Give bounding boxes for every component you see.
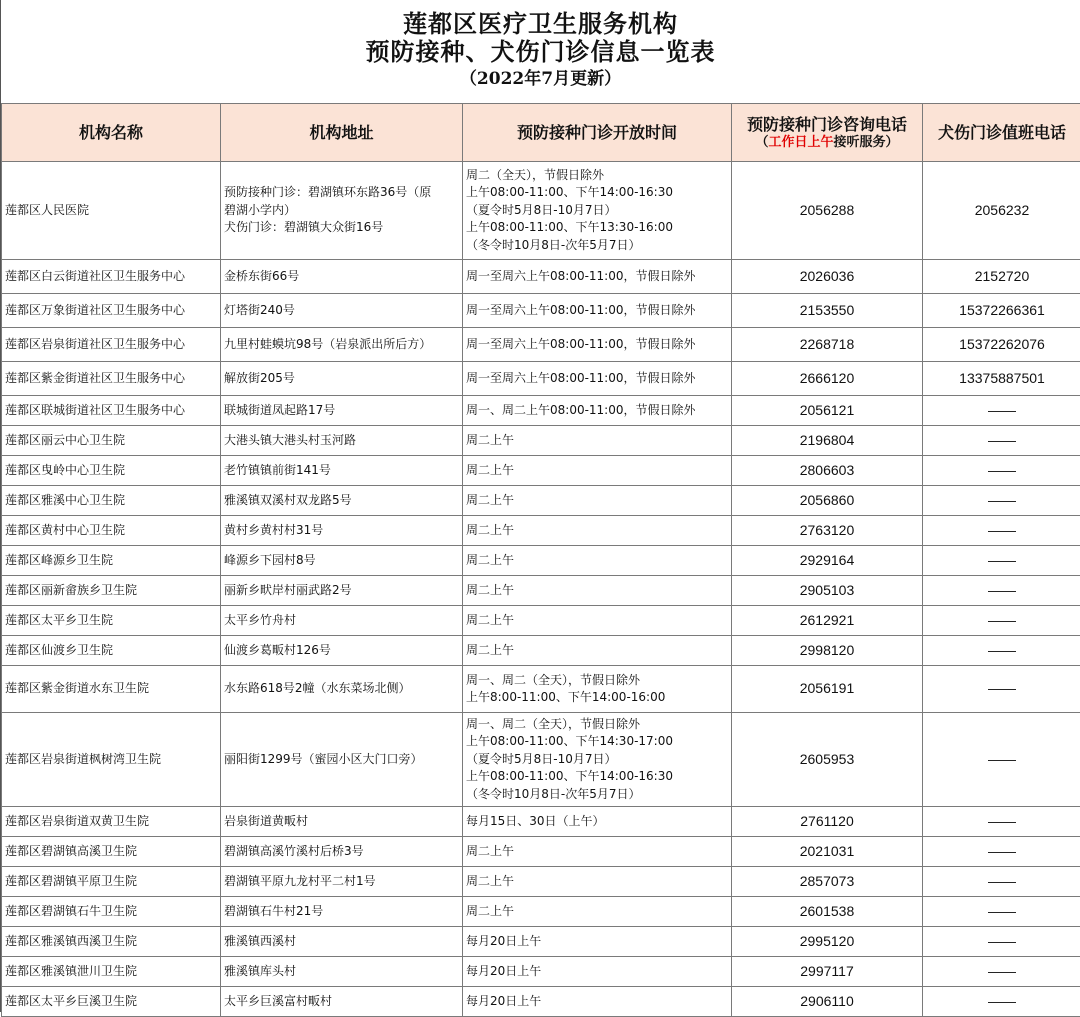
institution-address (221, 897, 463, 927)
dog-bite-phone: 15372266361 (923, 294, 1080, 328)
table-row (2, 456, 1080, 486)
vaccination-phone: 2056191 (732, 666, 923, 713)
institution-name: 莲都区黄村中心卫生院 (2, 516, 221, 546)
institution-address (221, 713, 463, 807)
address-line: 丽新乡畎岸村丽武路2号 (224, 582, 459, 600)
hours-line: 周二（全天），节假日除外 (466, 167, 728, 185)
institution-address (221, 260, 463, 294)
hours-line: （夏令时5月8日-10月7日） (466, 202, 728, 220)
hours-line: 周二上午 (466, 492, 728, 510)
vaccination-phone: 2196804 (732, 426, 923, 456)
vaccination-hours (463, 837, 732, 867)
dog-bite-phone: 2056232 (923, 162, 1080, 260)
vaccination-hours (463, 260, 732, 294)
institution-name: 莲都区雅溪镇泄川卫生院 (2, 957, 221, 987)
vaccination-hours (463, 927, 732, 957)
vaccination-hours (463, 516, 732, 546)
hours-line: 周一、周二上午08:00-11:00，节假日除外 (466, 402, 728, 420)
table-row (2, 957, 1080, 987)
hours-line: 上午08:00-11:00、下午14:00-16:30 (466, 768, 728, 786)
hours-line: 周一至周六上午08:00-11:00，节假日除外 (466, 370, 728, 388)
hours-line: 周二上午 (466, 462, 728, 480)
institution-name: 莲都区岩泉街道社区卫生服务中心 (2, 328, 221, 362)
vaccination-hours (463, 486, 732, 516)
institution-address (221, 328, 463, 362)
address-line: 雅溪镇西溪村 (224, 933, 459, 951)
vaccination-phone: 2268718 (732, 328, 923, 362)
institution-address (221, 606, 463, 636)
hours-line: 周二上午 (466, 903, 728, 921)
institution-address (221, 636, 463, 666)
table-row (2, 426, 1080, 456)
institution-address (221, 666, 463, 713)
hours-line: 上午8:00-11:00、下午14:00-16:00 (466, 689, 728, 707)
vaccination-hours (463, 987, 732, 1017)
header-name: 机构名称 (2, 104, 221, 162)
address-line: 雅溪镇库头村 (224, 963, 459, 981)
institution-name: 莲都区紫金街道社区卫生服务中心 (2, 362, 221, 396)
hours-line: 周二上午 (466, 582, 728, 600)
dog-bite-phone: —— (923, 606, 1080, 636)
institution-name: 莲都区人民医院 (2, 162, 221, 260)
hours-line: 周二上午 (466, 522, 728, 540)
dog-bite-phone: —— (923, 837, 1080, 867)
institution-address (221, 927, 463, 957)
hours-line: 每月20日上午 (466, 933, 728, 951)
dog-bite-phone: —— (923, 713, 1080, 807)
institution-name: 莲都区太平乡卫生院 (2, 606, 221, 636)
hours-line: 上午08:00-11:00、下午13:30-16:00 (466, 219, 728, 237)
vaccination-phone: 2761120 (732, 807, 923, 837)
institution-address (221, 362, 463, 396)
header-phone-note-red: 工作日上午 (768, 135, 833, 150)
table-row (2, 807, 1080, 837)
table-row (2, 546, 1080, 576)
dog-bite-phone: —— (923, 636, 1080, 666)
vaccination-hours (463, 456, 732, 486)
address-line: 犬伤门诊：碧湖镇大众街16号 (224, 219, 459, 237)
vaccination-phone: 2056121 (732, 396, 923, 426)
institution-address (221, 396, 463, 426)
header-phone-note-open: （ (755, 135, 768, 150)
hours-line: 每月15日、30日（上午） (466, 813, 728, 831)
hours-line: 每月20日上午 (466, 993, 728, 1011)
hours-line: 周一、周二（全天），节假日除外 (466, 716, 728, 734)
title-line-2: 预防接种、犬伤门诊信息一览表 (1, 38, 1080, 66)
vaccination-hours (463, 666, 732, 713)
institution-name: 莲都区雅溪中心卫生院 (2, 486, 221, 516)
institution-name: 莲都区岩泉街道双黄卫生院 (2, 807, 221, 837)
table-row (2, 666, 1080, 713)
institution-name: 莲都区万象街道社区卫生服务中心 (2, 294, 221, 328)
institution-address (221, 456, 463, 486)
vaccination-hours (463, 546, 732, 576)
address-line: 岩泉街道黄畈村 (224, 813, 459, 831)
institution-name: 莲都区峰源乡卫生院 (2, 546, 221, 576)
dog-bite-phone: —— (923, 957, 1080, 987)
dog-bite-phone: —— (923, 516, 1080, 546)
dog-bite-phone: 2152720 (923, 260, 1080, 294)
table-row (2, 713, 1080, 807)
institution-address (221, 546, 463, 576)
header-dog-bite: 犬伤门诊值班电话 (923, 104, 1080, 162)
table-row (2, 486, 1080, 516)
address-line: 雅溪镇双溪村双龙路5号 (224, 492, 459, 510)
dog-bite-phone: —— (923, 897, 1080, 927)
address-line: 预防接种门诊：碧湖镇环东路36号（原 (224, 184, 459, 202)
vaccination-hours (463, 713, 732, 807)
hours-line: 周一至周六上午08:00-11:00，节假日除外 (466, 336, 728, 354)
vaccination-phone: 2153550 (732, 294, 923, 328)
dog-bite-phone: —— (923, 987, 1080, 1017)
table-row (2, 576, 1080, 606)
table-row (2, 636, 1080, 666)
table-row (2, 362, 1080, 396)
address-line: 仙渡乡葛畈村126号 (224, 642, 459, 660)
vaccination-phone: 2995120 (732, 927, 923, 957)
clinic-table (1, 103, 1080, 1017)
address-line: 太平乡竹舟村 (224, 612, 459, 630)
dog-bite-phone: —— (923, 576, 1080, 606)
vaccination-phone: 2021031 (732, 837, 923, 867)
vaccination-phone: 2666120 (732, 362, 923, 396)
table-row (2, 294, 1080, 328)
hours-line: 周二上午 (466, 612, 728, 630)
vaccination-hours (463, 636, 732, 666)
vaccination-hours (463, 396, 732, 426)
institution-address (221, 162, 463, 260)
vaccination-phone: 2906110 (732, 987, 923, 1017)
institution-address (221, 426, 463, 456)
table-row (2, 396, 1080, 426)
table-row (2, 516, 1080, 546)
hours-line: 周一、周二（全天），节假日除外 (466, 672, 728, 690)
vaccination-hours (463, 426, 732, 456)
header-phone-note (735, 135, 919, 151)
dog-bite-phone: —— (923, 486, 1080, 516)
table-row (2, 837, 1080, 867)
institution-address (221, 486, 463, 516)
header-address: 机构地址 (221, 104, 463, 162)
vaccination-phone: 2601538 (732, 897, 923, 927)
dog-bite-phone: —— (923, 807, 1080, 837)
hours-line: （冬令时10月8日-次年5月7日） (466, 237, 728, 255)
address-line: 碧湖镇石牛村21号 (224, 903, 459, 921)
table-row (2, 897, 1080, 927)
table-row (2, 927, 1080, 957)
header-phone (732, 104, 923, 162)
vaccination-phone: 2997117 (732, 957, 923, 987)
vaccination-hours (463, 576, 732, 606)
address-line: 灯塔街240号 (224, 302, 459, 320)
institution-name: 莲都区曳岭中心卫生院 (2, 456, 221, 486)
address-line: 碧湖小学内） (224, 202, 459, 220)
hours-line: 上午08:00-11:00、下午14:00-16:30 (466, 184, 728, 202)
table-row (2, 328, 1080, 362)
title-block (1, 0, 1080, 103)
hours-line: 周一至周六上午08:00-11:00，节假日除外 (466, 302, 728, 320)
institution-name: 莲都区丽新畲族乡卫生院 (2, 576, 221, 606)
header-phone-note-rest: 接听服务） (834, 135, 899, 150)
vaccination-hours (463, 328, 732, 362)
institution-name: 莲都区太平乡巨溪卫生院 (2, 987, 221, 1017)
institution-name: 莲都区白云街道社区卫生服务中心 (2, 260, 221, 294)
table-row (2, 606, 1080, 636)
address-line: 解放街205号 (224, 370, 459, 388)
institution-address (221, 516, 463, 546)
institution-address (221, 294, 463, 328)
header-row (2, 104, 1080, 162)
dog-bite-phone: 13375887501 (923, 362, 1080, 396)
institution-address (221, 576, 463, 606)
vaccination-phone: 2763120 (732, 516, 923, 546)
vaccination-hours (463, 897, 732, 927)
institution-address (221, 807, 463, 837)
hours-line: 上午08:00-11:00、下午14:30-17:00 (466, 733, 728, 751)
institution-name: 莲都区碧湖镇石牛卫生院 (2, 897, 221, 927)
institution-name: 莲都区紫金街道水东卫生院 (2, 666, 221, 713)
hours-line: （冬令时10月8日-次年5月7日） (466, 786, 728, 804)
institution-name: 莲都区碧湖镇平原卫生院 (2, 867, 221, 897)
address-line: 水东路618号2幢（水东菜场北侧） (224, 680, 459, 698)
vaccination-phone: 2026036 (732, 260, 923, 294)
dog-bite-phone: —— (923, 456, 1080, 486)
institution-name: 莲都区雅溪镇西溪卫生院 (2, 927, 221, 957)
hours-line: 周二上午 (466, 843, 728, 861)
vaccination-phone: 2056288 (732, 162, 923, 260)
header-phone-label: 预防接种门诊咨询电话 (747, 115, 907, 134)
vaccination-phone: 2929164 (732, 546, 923, 576)
institution-address (221, 957, 463, 987)
address-line: 九里村蛙蟆坑98号（岩泉派出所后方） (224, 336, 459, 354)
dog-bite-phone: —— (923, 927, 1080, 957)
vaccination-hours (463, 162, 732, 260)
address-line: 峰源乡下园村8号 (224, 552, 459, 570)
table-body (2, 162, 1080, 1017)
hours-line: 周二上午 (466, 552, 728, 570)
institution-name: 莲都区联城街道社区卫生服务中心 (2, 396, 221, 426)
address-line: 黄村乡黄村村31号 (224, 522, 459, 540)
header-hours: 预防接种门诊开放时间 (463, 104, 732, 162)
institution-address (221, 987, 463, 1017)
hours-line: （夏令时5月8日-10月7日） (466, 751, 728, 769)
dog-bite-phone: —— (923, 546, 1080, 576)
hours-line: 每月20日上午 (466, 963, 728, 981)
table-row (2, 987, 1080, 1017)
title-update-date: （2022年7月更新） (1, 66, 1080, 92)
dog-bite-phone: —— (923, 426, 1080, 456)
hours-line: 周二上午 (466, 873, 728, 891)
address-line: 联城街道凤起路17号 (224, 402, 459, 420)
institution-name: 莲都区岩泉街道枫树湾卫生院 (2, 713, 221, 807)
vaccination-phone: 2605953 (732, 713, 923, 807)
vaccination-hours (463, 867, 732, 897)
vaccination-hours (463, 294, 732, 328)
vaccination-phone: 2056860 (732, 486, 923, 516)
institution-name: 莲都区仙渡乡卫生院 (2, 636, 221, 666)
vaccination-hours (463, 606, 732, 636)
vaccination-hours (463, 807, 732, 837)
vaccination-phone: 2857073 (732, 867, 923, 897)
table-row (2, 867, 1080, 897)
address-line: 金桥东街66号 (224, 268, 459, 286)
address-line: 碧湖镇平原九龙村平二村1号 (224, 873, 459, 891)
table-row (2, 260, 1080, 294)
address-line: 碧湖镇高溪竹溪村后桥3号 (224, 843, 459, 861)
institution-address (221, 837, 463, 867)
hours-line: 周二上午 (466, 432, 728, 450)
table-row (2, 162, 1080, 260)
vaccination-phone: 2998120 (732, 636, 923, 666)
hours-line: 周二上午 (466, 642, 728, 660)
institution-address (221, 867, 463, 897)
dog-bite-phone: —— (923, 867, 1080, 897)
institution-name: 莲都区碧湖镇高溪卫生院 (2, 837, 221, 867)
title-line-1: 莲都区医疗卫生服务机构 (1, 0, 1080, 38)
dog-bite-phone: —— (923, 666, 1080, 713)
vaccination-phone: 2905103 (732, 576, 923, 606)
address-line: 大港头镇大港头村玉河路 (224, 432, 459, 450)
hours-line: 周一至周六上午08:00-11:00，节假日除外 (466, 268, 728, 286)
dog-bite-phone: —— (923, 396, 1080, 426)
vaccination-hours (463, 957, 732, 987)
vaccination-phone: 2612921 (732, 606, 923, 636)
institution-name: 莲都区丽云中心卫生院 (2, 426, 221, 456)
address-line: 太平乡巨溪富村畈村 (224, 993, 459, 1011)
dog-bite-phone: 15372262076 (923, 328, 1080, 362)
vaccination-hours (463, 362, 732, 396)
address-line: 丽阳街1299号（蜜园小区大门口旁） (224, 751, 459, 769)
vaccination-phone: 2806603 (732, 456, 923, 486)
address-line: 老竹镇镇前街141号 (224, 462, 459, 480)
